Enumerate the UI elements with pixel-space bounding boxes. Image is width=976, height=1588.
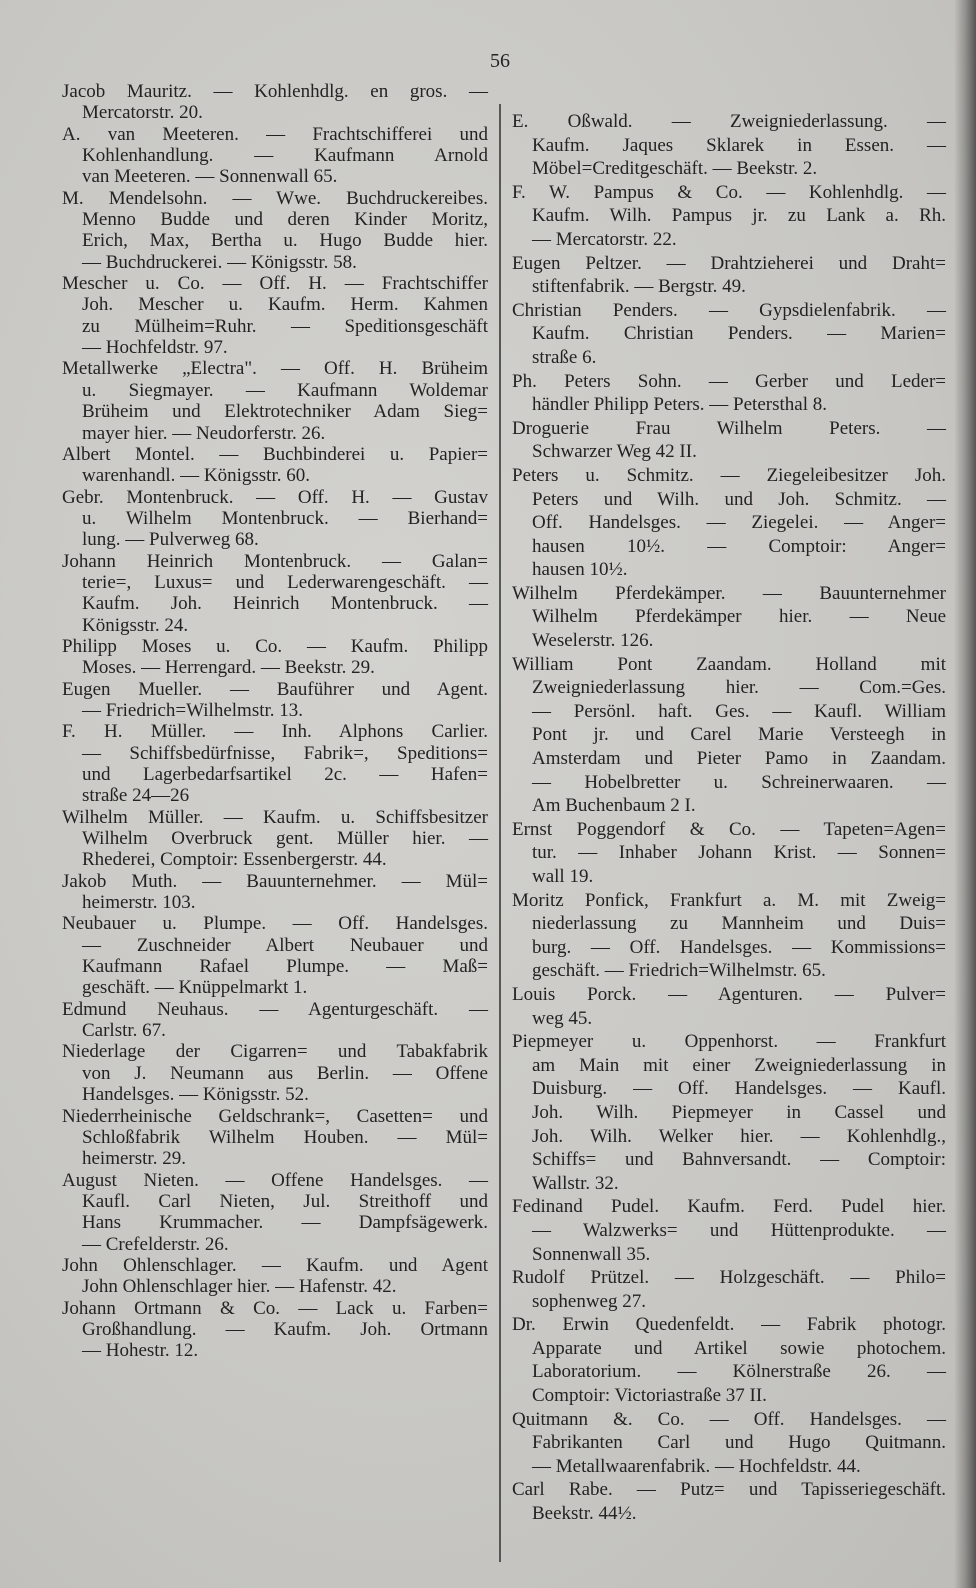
directory-entry xyxy=(512,818,946,889)
entry-line: Moses. — Herrengard. — Beekstr. 29. xyxy=(82,657,375,679)
entry-line: August Nieten. — Offene Handelsges. — xyxy=(62,1169,488,1191)
entry-line: u. Wilhelm Montenbruck. — Bierhand= xyxy=(82,507,488,529)
entry-line: — Friedrich=Wilhelmstr. 13. xyxy=(82,699,304,721)
directory-entry xyxy=(62,1298,488,1362)
column-divider xyxy=(499,104,501,1562)
directory-entry xyxy=(512,582,946,653)
page-edge-shadow xyxy=(954,0,976,1588)
entry-line: Weselerstr. 126. xyxy=(532,630,654,652)
entry-line: lung. — Pulverweg 68. xyxy=(82,529,259,551)
entry-line: van Meeteren. — Sonnenwall 65. xyxy=(82,166,338,188)
entry-line: Peters und Wilh. und Joh. Schmitz. — xyxy=(532,488,946,510)
entry-line: Neubauer u. Plumpe. — Off. Handelsges. xyxy=(62,913,488,935)
entry-line: John Ohlenschlager hier. — Hafenstr. 42. xyxy=(82,1276,397,1298)
directory-entry xyxy=(62,273,488,358)
entry-line: William Pont Zaandam. Holland mit xyxy=(512,653,946,675)
directory-entry xyxy=(62,999,488,1042)
entry-line: Schloßfabrik Wilhelm Houben. — Mül= xyxy=(82,1126,488,1148)
entry-line: warenhandl. — Königsstr. 60. xyxy=(82,465,310,487)
entry-line: — Hochfeldstr. 97. xyxy=(82,337,228,359)
directory-entry xyxy=(512,1313,946,1407)
entry-line: heimerstr. 103. xyxy=(82,892,196,914)
entry-line: Wilhelm Pferdekämper. — Bauunternehmer xyxy=(512,582,946,604)
entry-line: sophenweg 27. xyxy=(532,1290,646,1312)
entry-line: Eugen Mueller. — Bauführer und Agent. xyxy=(62,678,488,700)
entry-line: Kaufm. Wilh. Pampus jr. zu Lank a. Rh. xyxy=(532,205,946,227)
entry-line: Kaufl. Carl Nieten, Jul. Streithoff und xyxy=(82,1190,488,1212)
entry-line: Kaufm. Christian Penders. — Marien= xyxy=(532,323,946,345)
directory-entry xyxy=(512,653,946,818)
entry-line: Möbel=Creditgeschäft. — Beekstr. 2. xyxy=(532,158,818,180)
directory-entry xyxy=(62,807,488,871)
entry-line: Off. Handelsges. — Ziegelei. — Anger= xyxy=(532,512,946,534)
entry-line: Königsstr. 24. xyxy=(82,614,189,636)
directory-entry xyxy=(512,889,946,983)
entry-line: Zweigniederlassung hier. — Com.=Ges. xyxy=(532,677,946,699)
entry-line: E. Oßwald. — Zweigniederlassung. — xyxy=(512,111,946,132)
directory-entry xyxy=(512,299,946,370)
directory-entry xyxy=(512,464,946,582)
entry-line: Wilhelm Pferdekämper hier. — Neue xyxy=(532,606,946,628)
directory-entry xyxy=(512,417,946,464)
entry-line: Metallwerke „Electra". — Off. H. Brüheim xyxy=(62,358,488,380)
entry-line: straße 24—26 xyxy=(82,785,190,807)
entry-line: — Schiffsbedürfnisse, Fabrik=, Speditions= xyxy=(82,742,488,764)
entry-line: Apparate und Artikel sowie photochem. xyxy=(532,1337,946,1359)
entry-line: von J. Neumann aus Berlin. — Offene xyxy=(82,1062,488,1084)
entry-line: Wilhelm Müller. — Kaufm. u. Schiffsbesitzer xyxy=(62,806,488,828)
entry-line: — Hobelbretter u. Schreinerwaaren. — xyxy=(532,771,946,793)
directory-entry xyxy=(62,188,488,273)
entry-line: Gebr. Montenbruck. — Off. H. — Gustav xyxy=(62,486,488,508)
entry-line: Hans Krummacher. — Dampfsägewerk. xyxy=(82,1212,488,1234)
entry-line: Ernst Poggendorf & Co. — Tapeten=Agen= xyxy=(512,818,946,840)
page-number: 56 xyxy=(490,50,510,72)
entry-line: Niederlage der Cigarren= und Tabakfabrik xyxy=(62,1041,488,1063)
directory-entry xyxy=(512,983,946,1030)
entry-line: Wallstr. 32. xyxy=(532,1172,619,1194)
entry-line: Johann Ortmann & Co. — Lack u. Farben= xyxy=(62,1297,488,1319)
entry-line: Großhandlung. — Kaufm. Joh. Ortmann xyxy=(82,1318,488,1340)
entry-line: am Main mit einer Zweigniederlassung in xyxy=(532,1054,946,1076)
entry-line: — Hohestr. 12. xyxy=(82,1340,199,1362)
directory-entry xyxy=(512,252,946,299)
entry-line: Mercatorstr. 20. xyxy=(82,102,203,124)
directory-entry xyxy=(512,1478,946,1525)
entry-line: Fabrikanten Carl und Hugo Quitmann. xyxy=(532,1432,946,1454)
entry-line: Eugen Peltzer. — Drahtzieherei und Draht= xyxy=(512,252,946,274)
directory-entry xyxy=(512,181,946,252)
entry-line: — Mercatorstr. 22. xyxy=(532,228,677,250)
entry-line: heimerstr. 29. xyxy=(82,1148,186,1170)
directory-entry xyxy=(62,913,488,998)
entry-line: geschäft. — Friedrich=Wilhelmstr. 65. xyxy=(532,960,826,982)
entry-line: F. W. Pampus & Co. — Kohlenhdlg. — xyxy=(512,181,946,203)
directory-entry xyxy=(62,81,488,124)
entry-line: Christian Penders. — Gypsdielenfabrik. — xyxy=(512,299,946,321)
entry-line: weg 45. xyxy=(532,1007,593,1029)
entry-line: Kohlenhandlung. — Kaufmann Arnold xyxy=(82,145,488,167)
directory-entry xyxy=(62,487,488,551)
entry-line: Ph. Peters Sohn. — Gerber und Leder= xyxy=(512,370,946,392)
entry-line: Fedinand Pudel. Kaufm. Ferd. Pudel hier. xyxy=(512,1196,946,1218)
entry-line: Sonnenwall 35. xyxy=(532,1243,651,1265)
entry-line: Kaufmann Rafael Plumpe. — Maß= xyxy=(82,956,488,978)
entry-line: — Crefelderstr. 26. xyxy=(82,1233,229,1255)
entry-line: — Persönl. haft. Ges. — Kaufl. William xyxy=(532,700,946,722)
entry-line: hausen 10½. — Comptoir: Anger= xyxy=(532,535,946,557)
entry-line: zu Mülheim=Ruhr. — Speditionsgeschäft xyxy=(82,315,488,337)
entry-line: Wilhelm Overbruck gent. Müller hier. — xyxy=(82,828,488,850)
directory-entry xyxy=(62,1255,488,1298)
directory-entry xyxy=(512,1195,946,1266)
directory-entry xyxy=(62,551,488,636)
entry-line: terie=, Luxus= und Lederwarengeschäft. — xyxy=(82,571,488,593)
entry-line: Joh. Wilh. Piepmeyer in Cassel und xyxy=(532,1101,946,1123)
entry-line: — Buchdruckerei. — Königsstr. 58. xyxy=(82,251,357,273)
directory-entry xyxy=(512,370,946,417)
entry-line: Dr. Erwin Quedenfeldt. — Fabrik photogr. xyxy=(512,1314,946,1336)
entry-line: Niederrheinische Geldschrank=, Casetten= und xyxy=(62,1105,488,1127)
entry-line: Jacob Mauritz. — Kohlenhdlg. en gros. — xyxy=(62,81,488,102)
directory-entry xyxy=(62,1106,488,1170)
entry-line: — Walzwerks= und Hüttenprodukte. — xyxy=(532,1219,946,1241)
directory-entry xyxy=(62,721,488,806)
entry-line: Johann Heinrich Montenbruck. — Galan= xyxy=(62,550,488,572)
directory-entry xyxy=(62,124,488,188)
entry-line: Joh. Wilh. Welker hier. — Kohlenhdlg., xyxy=(532,1125,946,1147)
directory-entry xyxy=(62,871,488,914)
entry-line: Schwarzer Weg 42 II. xyxy=(532,441,697,463)
entry-line: — Zuschneider Albert Neubauer und xyxy=(82,934,488,956)
entry-line: stiftenfabrik. — Bergstr. 49. xyxy=(532,276,746,298)
entry-line: Kaufm. Jaques Sklarek in Essen. — xyxy=(532,134,946,156)
entry-line: Piepmeyer u. Oppenhorst. — Frankfurt xyxy=(512,1031,946,1053)
directory-entry xyxy=(62,444,488,487)
entry-line: Beekstr. 44½. xyxy=(532,1503,637,1525)
entry-line: burg. — Off. Handelsges. — Kommissions= xyxy=(532,936,946,958)
entry-line: A. van Meeteren. — Frachtschifferei und xyxy=(62,123,488,145)
entry-line: Jakob Muth. — Bauunternehmer. — Mül= xyxy=(62,870,488,892)
entry-line: — Metallwaarenfabrik. — Hochfeldstr. 44. xyxy=(532,1455,861,1477)
directory-entry xyxy=(62,679,488,722)
entry-line: hausen 10½. xyxy=(532,559,628,581)
directory-entry xyxy=(512,1030,946,1195)
entry-line: Amsterdam und Pieter Pamo in Zaandam. xyxy=(532,748,946,770)
entry-line: Laboratorium. — Kölnerstraße 26. — xyxy=(532,1361,946,1383)
directory-entry xyxy=(512,1266,946,1313)
entry-line: Pont jr. und Carel Marie Versteegh in xyxy=(532,724,946,746)
entry-line: Philipp Moses u. Co. — Kaufm. Philipp xyxy=(62,635,488,657)
entry-line: Duisburg. — Off. Handelsges. — Kaufl. xyxy=(532,1078,946,1100)
directory-entry xyxy=(62,636,488,679)
entry-line: Quitmann &. Co. — Off. Handelsges. — xyxy=(512,1408,946,1430)
entry-line: M. Mendelsohn. — Wwe. Buchdruckereibes. xyxy=(62,187,488,209)
entry-line: Albert Montel. — Buchbinderei u. Papier= xyxy=(62,443,488,465)
entry-line: Am Buchenbaum 2 I. xyxy=(532,795,696,817)
entry-line: John Ohlenschlager. — Kaufm. und Agent xyxy=(62,1254,488,1276)
entry-line: Erich, Max, Bertha u. Hugo Budde hier. xyxy=(82,230,488,252)
directory-entry xyxy=(62,1170,488,1255)
entry-line: F. H. Müller. — Inh. Alphons Carlier. xyxy=(62,721,488,743)
entry-line: Menno Budde und deren Kinder Moritz, xyxy=(82,209,488,231)
left-column xyxy=(62,81,488,1362)
entry-line: Droguerie Frau Wilhelm Peters. — xyxy=(512,417,946,439)
entry-line: Handelsges. — Königsstr. 52. xyxy=(82,1084,309,1106)
entry-line: Mescher u. Co. — Off. H. — Frachtschiffer xyxy=(62,273,488,295)
entry-line: geschäft. — Knüppelmarkt 1. xyxy=(82,977,308,999)
directory-entry xyxy=(512,110,946,181)
entry-line: Louis Porck. — Agenturen. — Pulver= xyxy=(512,983,946,1005)
entry-line: und Lagerbedarfsartikel 2c. — Hafen= xyxy=(82,764,488,785)
entry-line: tur. — Inhaber Johann Krist. — Sonnen= xyxy=(532,842,946,864)
entry-line: händler Philipp Peters. — Petersthal 8. xyxy=(532,394,827,416)
entry-line: Peters u. Schmitz. — Ziegeleibesitzer Joh. xyxy=(512,464,946,486)
entry-line: mayer hier. — Neudorferstr. 26. xyxy=(82,422,326,444)
entry-line: Joh. Mescher u. Kaufm. Herm. Kahmen xyxy=(82,294,488,316)
entry-line: u. Siegmayer. — Kaufmann Woldemar xyxy=(82,379,488,401)
right-column xyxy=(512,110,946,1526)
directory-entry xyxy=(62,1041,488,1105)
entry-line: straße 6. xyxy=(532,346,597,368)
entry-line: Rhederei, Comptoir: Essenbergerstr. 44. xyxy=(82,849,387,871)
entry-line: Moritz Ponfick, Frankfurt a. M. mit Zweig= xyxy=(512,889,946,911)
directory-entry xyxy=(62,358,488,443)
entry-line: niederlassung zu Mannheim und Duis= xyxy=(532,913,946,935)
entry-line: Schiffs= und Bahnversandt. — Comptoir: xyxy=(532,1149,946,1171)
entry-line: Carlstr. 67. xyxy=(82,1020,166,1042)
entry-line: Carl Rabe. — Putz= und Tapisseriegeschäft. xyxy=(512,1479,946,1501)
entry-line: Kaufm. Joh. Heinrich Montenbruck. — xyxy=(82,593,488,615)
entry-line: Brüheim und Elektrotechniker Adam Sieg= xyxy=(82,401,488,423)
directory-entry xyxy=(512,1408,946,1479)
entry-line: Comptoir: Victoriastraße 37 II. xyxy=(532,1385,767,1407)
entry-line: wall 19. xyxy=(532,866,594,887)
entry-line: Edmund Neuhaus. — Agenturgeschäft. — xyxy=(62,998,488,1020)
entry-line: Rudolf Prützel. — Holzgeschäft. — Philo= xyxy=(512,1267,946,1289)
